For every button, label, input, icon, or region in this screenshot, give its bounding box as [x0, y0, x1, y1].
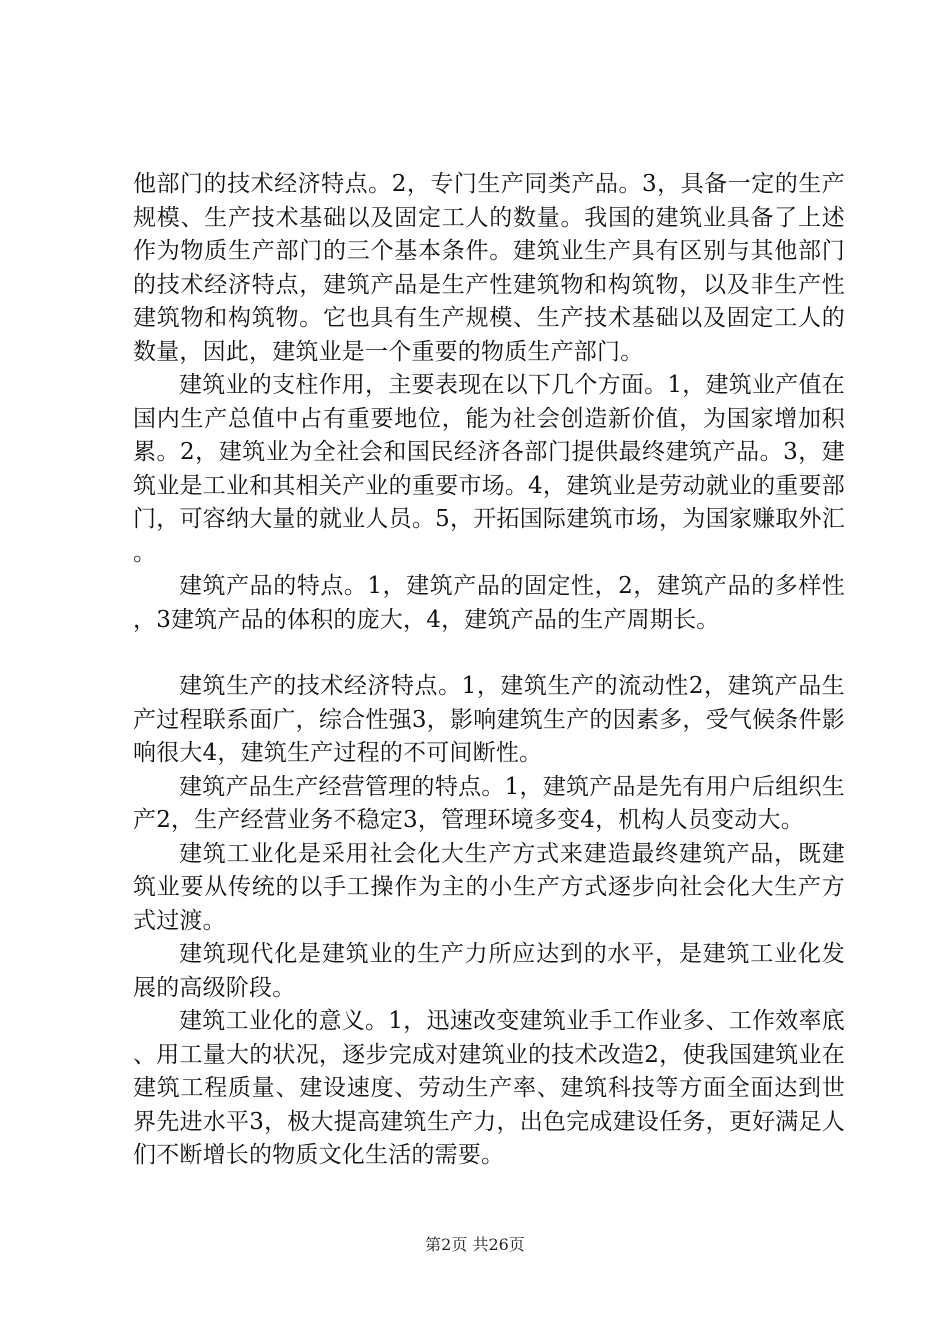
document-body — [133, 168, 845, 1173]
paragraph-5: 建筑产品生产经营管理的特点。1，建筑产品是先有用户后组织生产2，生产经营业务不稳定3，管理环境多变4，机构人员变动大。 — [133, 773, 845, 833]
paragraph-3: 建筑产品的特点。1，建筑产品的固定性，2，建筑产品的多样性，3建筑产品的体积的庞大，4，建筑产品的生产周期长。 — [133, 573, 845, 633]
paragraph-2: 建筑业的支柱作用，主要表现在以下几个方面。1，建筑业产值在国内生产总值中占有重要地位，能为社会创造新价值，为国家增加积累。2，建筑业为全社会和国民经济各部门提供最终建筑产品。3，建筑业是工业和其相关产业的重要市场。4，建筑业是劳动就业的重要部门，可容纳大量的就业人员。5，开拓国际建筑市场，为国家赚取外汇。 — [133, 372, 845, 566]
paragraph-1: 他部门的技术经济特点。2，专门生产同类产品。3，具备一定的生产规模、生产技术基础以及固定工人的数量。我国的建筑业具备了上述作为物质生产部门的三个基本条件。建筑业生产具有区别与其他部门的技术经济特点，建筑产品是生产性建筑物和构筑物，以及非生产性建筑物和构筑物。它也具有生产规模、生产技术基础以及固定工人的数量，因此，建筑业是一个重要的物质生产部门。 — [133, 171, 845, 365]
paragraph-4: 建筑生产的技术经济特点。1，建筑生产的流动性2，建筑产品生产过程联系面广，综合性强3，影响建筑生产的因素多，受气候条件影响很大4，建筑生产过程的不可间断性。 — [133, 673, 845, 766]
page-number-footer: 第2页 共26页 — [425, 1235, 525, 1254]
paragraph-6: 建筑工业化是采用社会化大生产方式来建造最终建筑产品，既建筑业要从传统的以手工操作为主的小生产方式逐步向社会化大生产方式过渡。 — [133, 840, 845, 934]
paragraph-7: 建筑现代化是建筑业的生产力所应达到的水平，是建筑工业化发展的高级阶段。 — [133, 941, 845, 1001]
paragraph-8: 建筑工业化的意义。1，迅速改变建筑业手工作业多、工作效率底、用工量大的状况，逐步完成对建筑业的技术改造2，使我国建筑业在建筑工程质量、建设速度、劳动生产率、建筑科技等方面全面达到世界先进水平3，极大提高建筑生产力，出色完成建设任务，更好满足人们不断增长的物质文化生活的需要。 — [133, 1008, 845, 1168]
